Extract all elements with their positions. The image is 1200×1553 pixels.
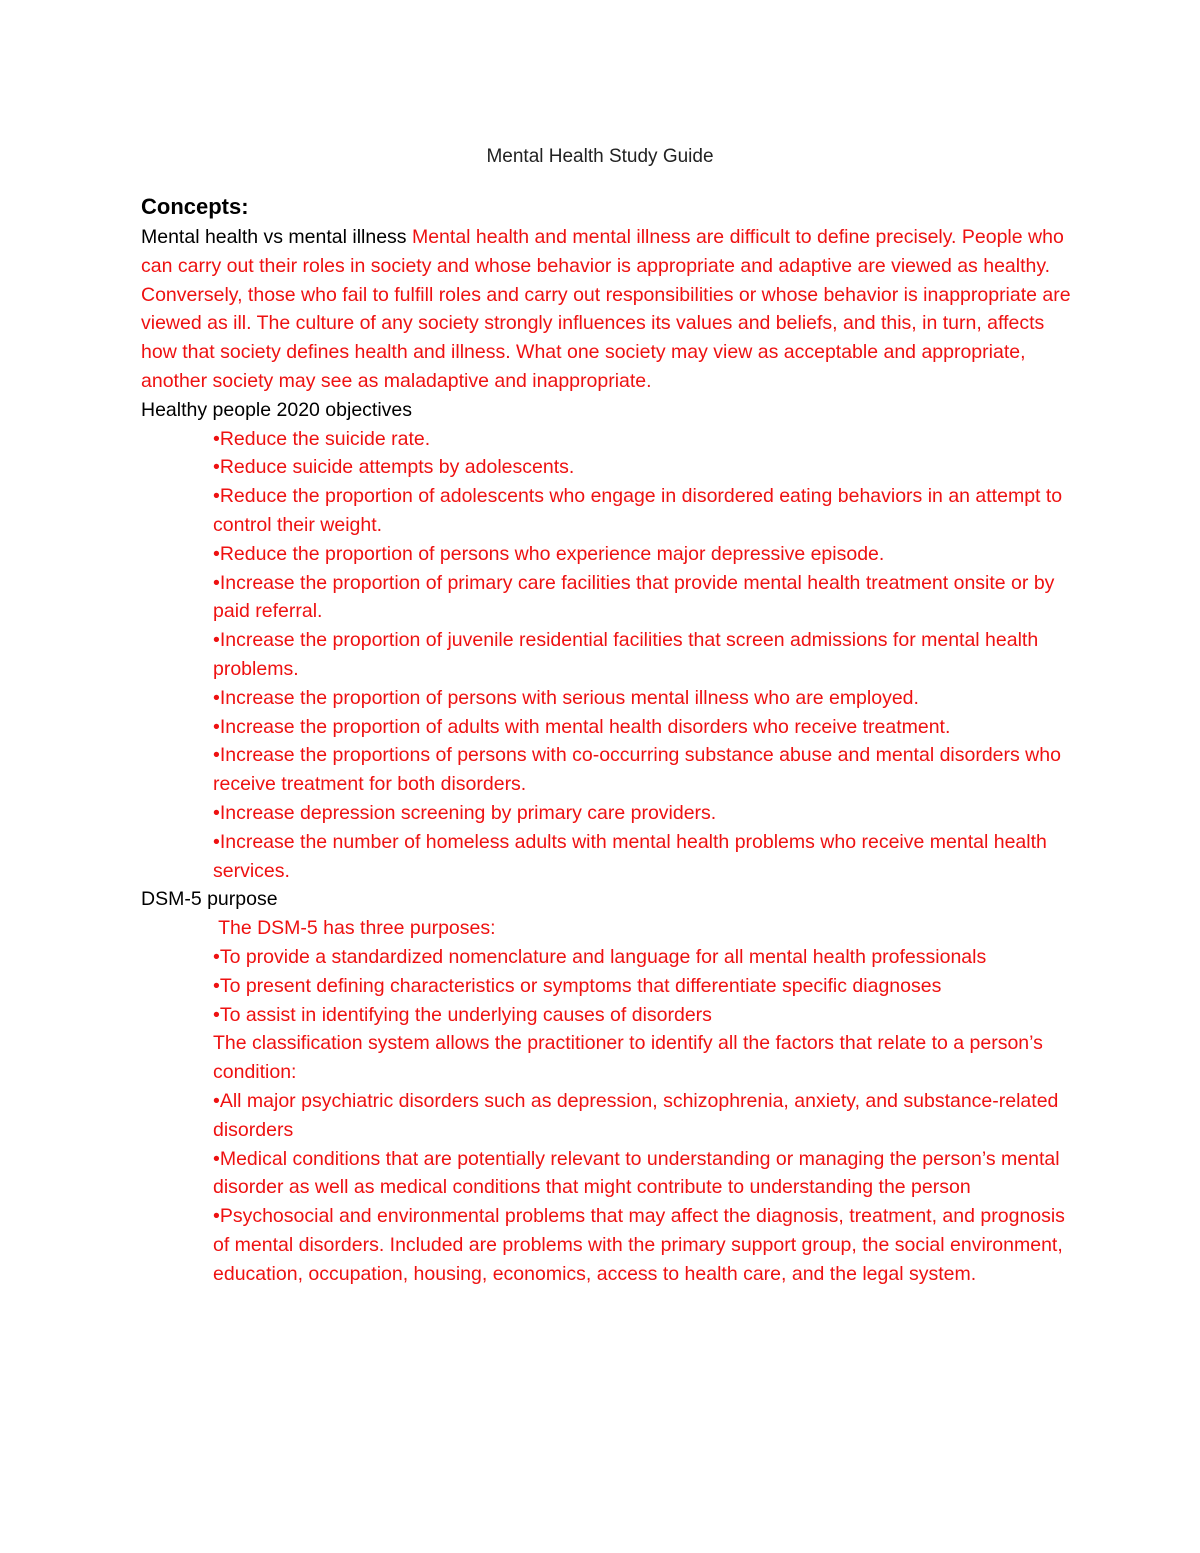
mental-health-text: Mental health and mental illness are difficult to define precisely. People who can carry out their roles in society and whose behavior is appropriate and adaptive are viewed as healthy. Conversely, those who fail to fulfill roles and carry out responsibilities or whose behavior is inappropriate are viewed as ill. The culture of any society strongly influences its values and beliefs, and this, in turn, affects how that society defines health and illness. What one society may view as acceptable and appropriate, another society may see as maladaptive and inappropriate. [141,226,1071,392]
list-item: •Reduce the suicide rate. [213,427,431,450]
list-item: •Increase the proportions of persons with co-occurring substance abuse and mental disorders who receive treatment for both disorders. [213,744,1061,796]
list-item: •To assist in identifying the underlying causes of disorders [213,1003,712,1026]
list-item: •To provide a standardized nomenclature and language for all mental health professionals [213,945,987,968]
list-item: •To present defining characteristics or symptoms that differentiate specific diagnoses [213,974,942,997]
list-item: •Increase the proportion of primary care facilities that provide mental health treatment onsite or by paid referral. [213,571,1055,623]
mental-health-heading: Mental health vs mental illness [141,226,407,248]
list-item: •Psychosocial and environmental problems that may affect the diagnosis, treatment, and prognosis of mental disorders. Included are problems with the primary support group, the social environment, education, occupation, housing, economics, access to health care, and the legal system. [213,1205,1065,1285]
list-item: •Reduce suicide attempts by adolescents. [213,456,575,479]
classification-intro: The classification system allows the practitioner to identify all the factors that relate to a person’s condition: [213,1032,1043,1084]
dsm5-heading: DSM-5 purpose [141,888,278,911]
list-item: •Increase the proportion of persons with serious mental illness who are employed. [213,686,919,709]
mental-health-paragraph [141,223,1071,396]
list-item: •Increase the proportion of juvenile residential facilities that screen admissions for mental health problems. [213,629,1039,680]
document-title: Mental Health Study Guide [486,146,714,167]
concepts-heading: Concepts: [141,194,249,219]
list-item: •Medical conditions that are potentially relevant to understanding or managing the person’s mental disorder as well as medical conditions that might contribute to understanding the person [213,1147,1060,1199]
list-item: •Increase the proportion of adults with mental health disorders who receive treatment. [213,715,951,738]
list-item: •All major psychiatric disorders such as depression, schizophrenia, anxiety, and substance-related disorders [213,1089,1059,1141]
dsm5-section [141,914,1071,1288]
list-item: •Reduce the proportion of persons who experience major depressive episode. [213,542,885,565]
dsm5-intro: The DSM-5 has three purposes: [213,917,496,940]
list-item: •Increase the number of homeless adults with mental health problems who receive mental health services. [213,830,1047,882]
list-item: •Reduce the proportion of adolescents who engage in disordered eating behaviors in an attempt to control their weight. [213,485,1063,536]
healthy-people-list [141,425,1071,886]
healthy-people-heading: Healthy people 2020 objectives [141,398,413,421]
document-body [141,191,1071,1288]
list-item: •Increase depression screening by primary care providers. [213,801,717,824]
